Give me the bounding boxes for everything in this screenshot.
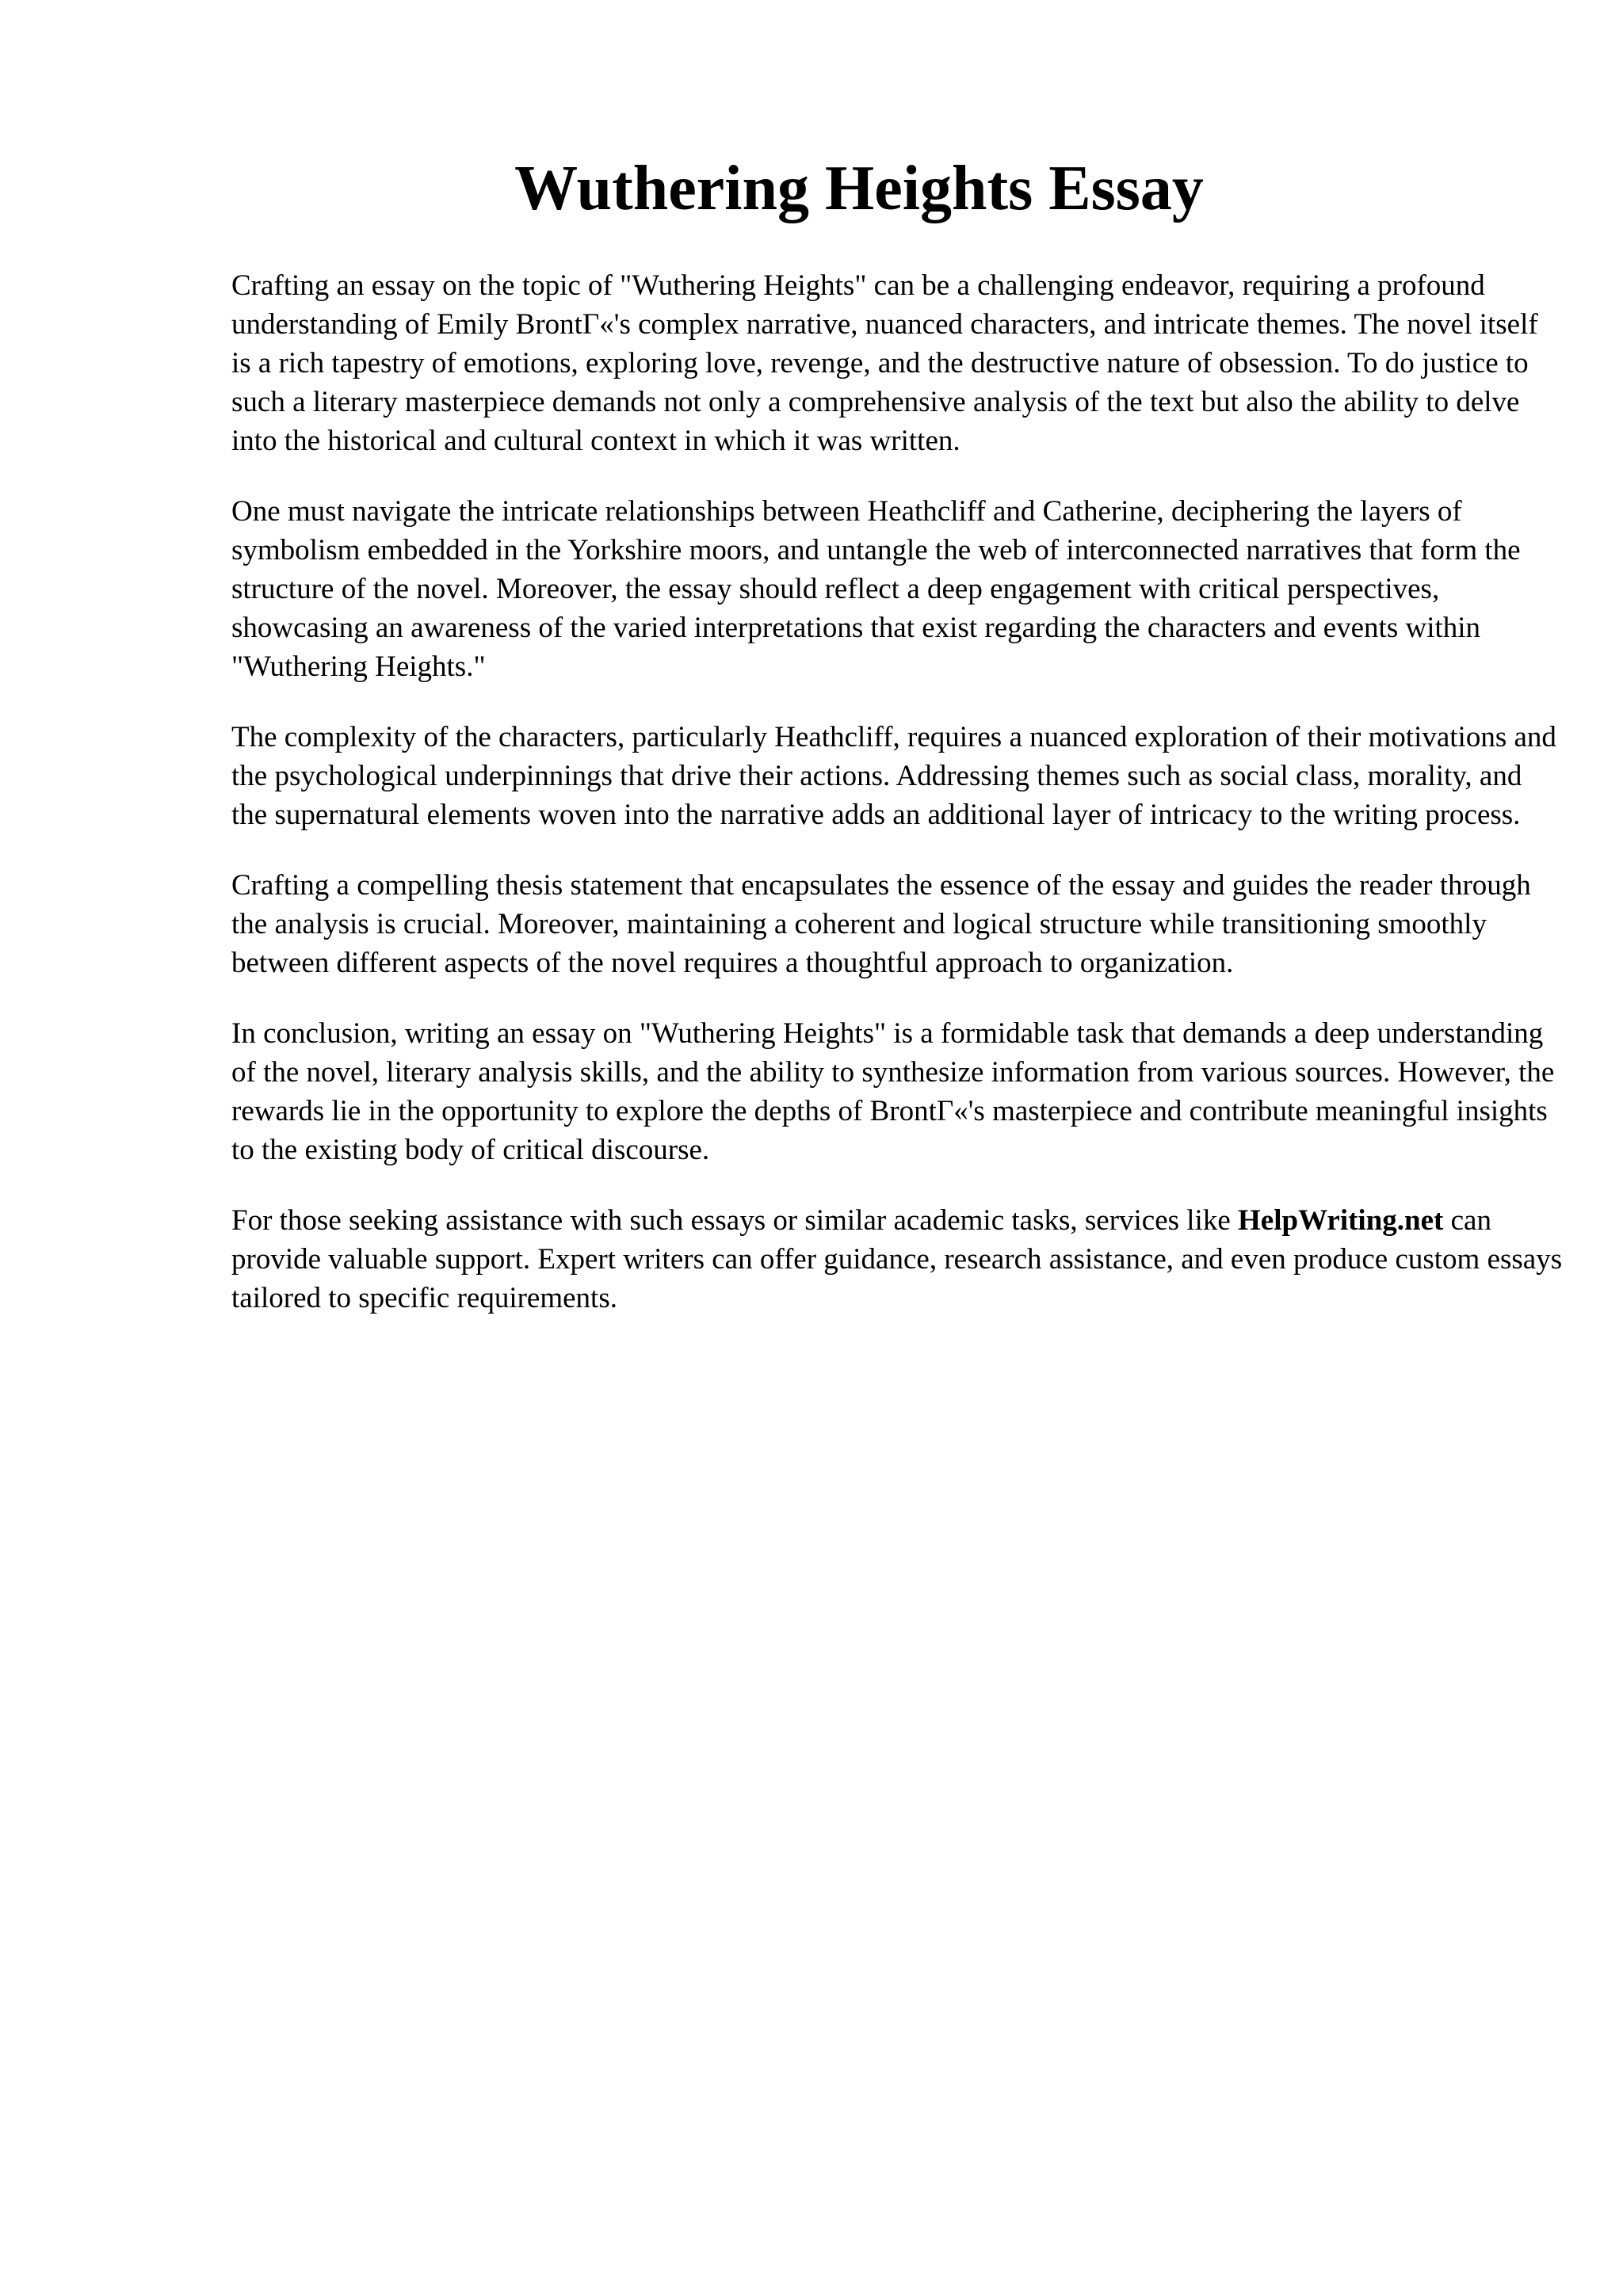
- assistance-tail-text: can provide valuable support. Expert writers can offer guidance, research assistance, and even produce custom essays tailored to specific requirements.: [231, 1204, 1563, 1314]
- paragraph-intro: Crafting an essay on the topic of "Wuthering Heights" can be a challenging endeavor, requiring a profound understanding of Emily BrontΓ«'s complex narrative, nuanced characters, and intricate themes. The novel itself is a rich tapestry of emotions, exploring love, revenge, and the destructive nature of obsession. To do justice to such a literary masterpiece demands not only a comprehensive analysis of the text but also the ability to delve into the historical and cultural context in which it was written.: [231, 269, 1538, 457]
- paragraph-relationships: One must navigate the intricate relationships between Heathcliff and Catherine, deciphering the layers of symbolism embedded in the Yorkshire moors, and untangle the web of interconnected narratives that form the structure of the novel. Moreover, the essay should reflect a deep engagement with critical perspectives, showcasing an awareness of the varied interpretations that exist regarding the characters and events within "Wuthering Heights.": [231, 495, 1521, 683]
- paragraph-characters: The complexity of the characters, particularly Heathcliff, requires a nuanced exploration of their motivations and the psychological underpinnings that drive their actions. Addressing themes such as social class, morality, and the supernatural elements woven into the narrative adds an additional layer of intricacy to the writing process.: [231, 721, 1556, 831]
- paragraph-conclusion: In conclusion, writing an essay on "Wuthering Heights" is a formidable task that demands a deep understanding of the novel, literary analysis skills, and the ability to synthesize information from various sources. However, the rewards lie in the opportunity to explore the depths of BrontΓ«'s masterpiece and contribute meaningful insights to the existing body of critical discourse.: [231, 1017, 1555, 1166]
- document-title: Wuthering Heights Essay: [514, 154, 1204, 223]
- document-body: [231, 266, 1563, 1349]
- assistance-lead-text: For those seeking assistance with such essays or similar academic tasks, services like: [231, 1204, 1239, 1237]
- paragraph-thesis: Crafting a compelling thesis statement that encapsulates the essence of the essay and guides the reader through the analysis is crucial. Moreover, maintaining a coherent and logical structure while transitioning smoothly between different aspects of the novel requires a thoughtful approach to organization.: [231, 869, 1531, 979]
- brand-name: HelpWriting.net: [1238, 1204, 1444, 1237]
- paragraph-assistance: [231, 1201, 1563, 1318]
